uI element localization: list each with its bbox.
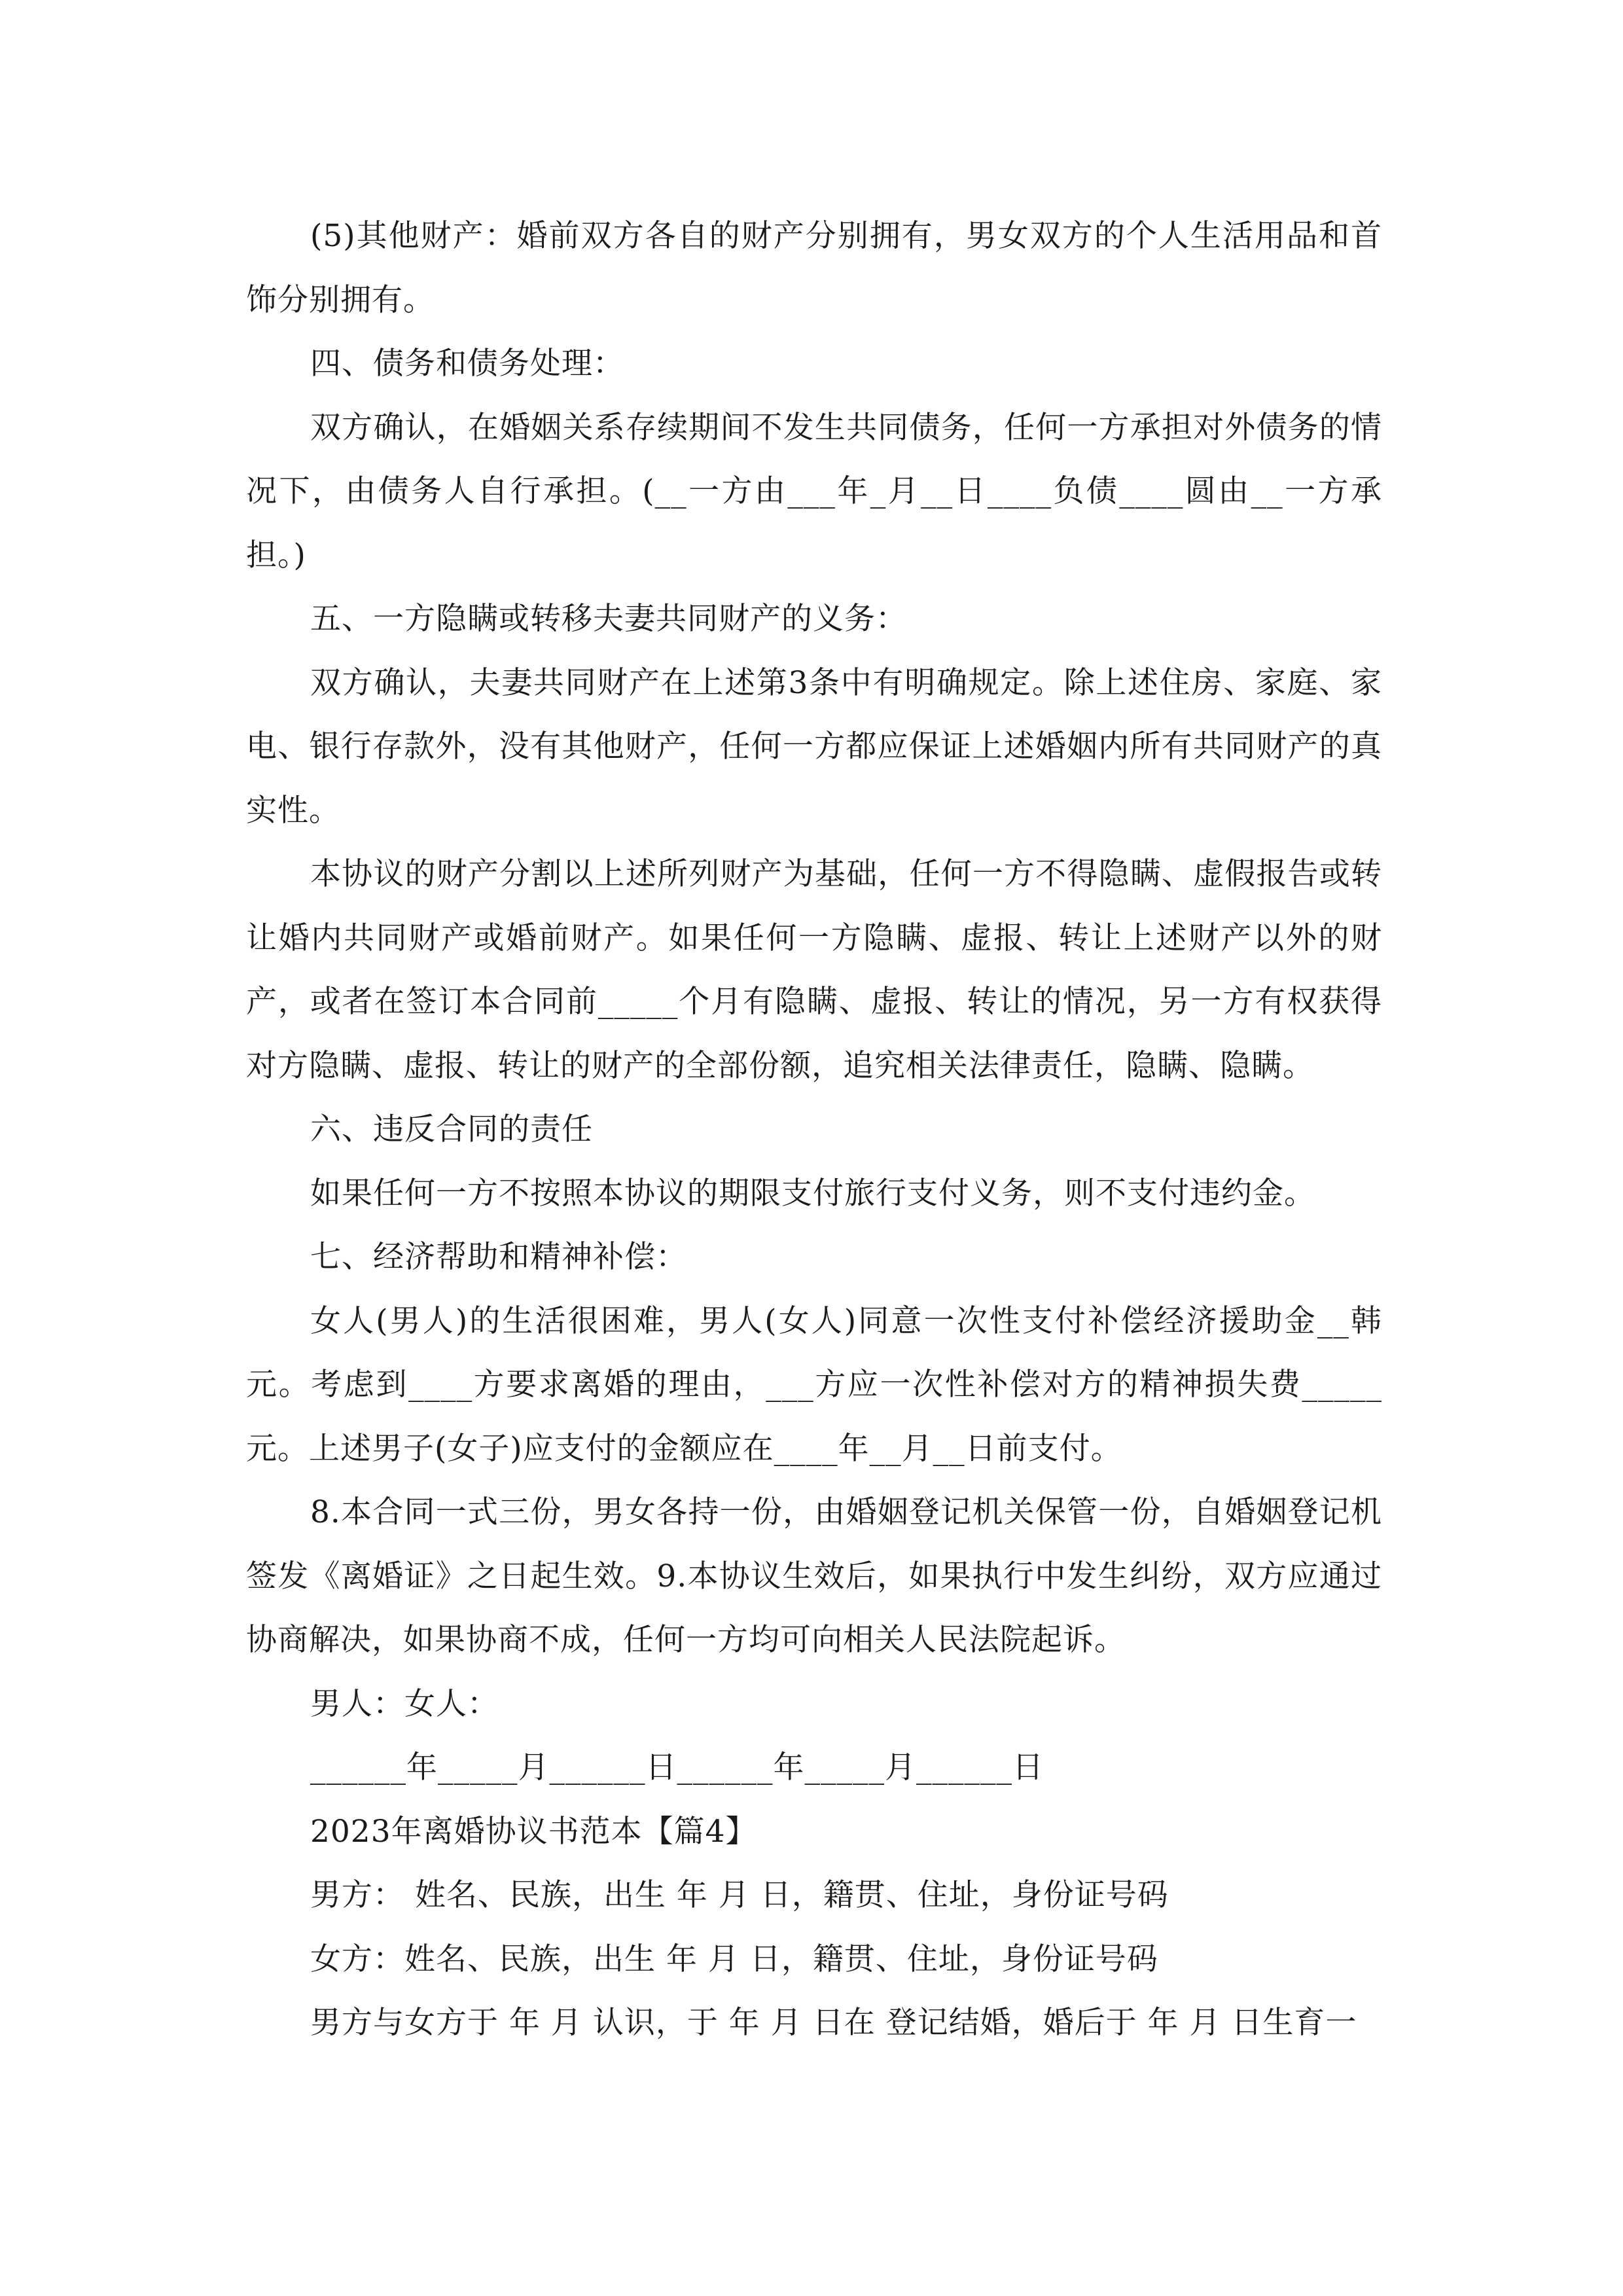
document-body	[246, 204, 1382, 2055]
party-female-info: 女方：姓名、民族，出生 年 月 日，籍贯、住址，身份证号码	[310, 1941, 1158, 1977]
paragraph-compensation: 女人(男人)的生活很困难，男人(女人)同意一次性支付补偿经济援助金__韩元。考虑到____方要求离婚的理由，___方应一次性补偿对方的精神损失费_____元。上述男子(女子)应支付的金额应在____年__月__日前支付。	[246, 1302, 1382, 1467]
section-heading-compensation: 七、经济帮助和精神补偿：	[310, 1239, 687, 1275]
paragraph-other-property: (5)其他财产：婚前双方各自的财产分别拥有，男女双方的个人生活用品和首饰分别拥有。	[246, 218, 1382, 318]
paragraph-joint-property: 双方确认，夫妻共同财产在上述第3条中有明确规定。除上述住房、家庭、家电、银行存款外，没有其他财产，任何一方都应保证上述婚姻内所有共同财产的真实性。	[246, 664, 1382, 829]
paragraph-property-division: 本协议的财产分割以上述所列财产为基础，任何一方不得隐瞒、虚假报告或转让婚内共同财产或婚前财产。如果任何一方隐瞒、虚报、转让上述财产以外的财产，或者在签订本合同前_____个月有隐瞒、虚报、转让的情况，另一方有权获得对方隐瞒、虚报、转让的财产的全部份额，追究相关法律责任，隐瞒、隐瞒。	[246, 856, 1382, 1084]
section-heading-debts: 四、债务和债务处理：	[310, 346, 624, 382]
sample-title: 2023年离婚协议书范本【篇4】	[310, 1813, 757, 1850]
section-heading-concealment: 五、一方隐瞒或转移夫妻共同财产的义务：	[310, 601, 907, 637]
paragraph-marriage-info: 男方与女方于 年 月 认识，于 年 月 日在 登记结婚，婚后于 年 月 日生育一	[310, 2005, 1357, 2041]
section-heading-breach: 六、违反合同的责任	[310, 1111, 593, 1147]
signature-labels: 男人：女人：	[310, 1685, 499, 1722]
signature-date-line: ______年_____月______日______年_____月______日	[310, 1749, 1044, 1785]
paragraph-debts: 双方确认，在婚姻关系存续期间不发生共同债务，任何一方承担对外债务的情况下，由债务人自行承担。(__一方由___年_月__日____负债____圆由__一方承担。)	[246, 409, 1382, 573]
party-male-info: 男方： 姓名、民族，出生 年 月 日，籍贯、住址，身份证号码	[310, 1877, 1169, 1913]
paragraph-effectiveness: 8.本合同一式三份，男女各持一份，由婚姻登记机关保管一份，自婚姻登记机签发《离婚证》之日起生效。9.本协议生效后，如果执行中发生纠纷，双方应通过协商解决，如果协商不成，任何一方均可向相关人民法院起诉。	[246, 1494, 1382, 1658]
paragraph-breach: 如果任何一方不按照本协议的期限支付旅行支付义务，则不支付违约金。	[310, 1175, 1315, 1211]
